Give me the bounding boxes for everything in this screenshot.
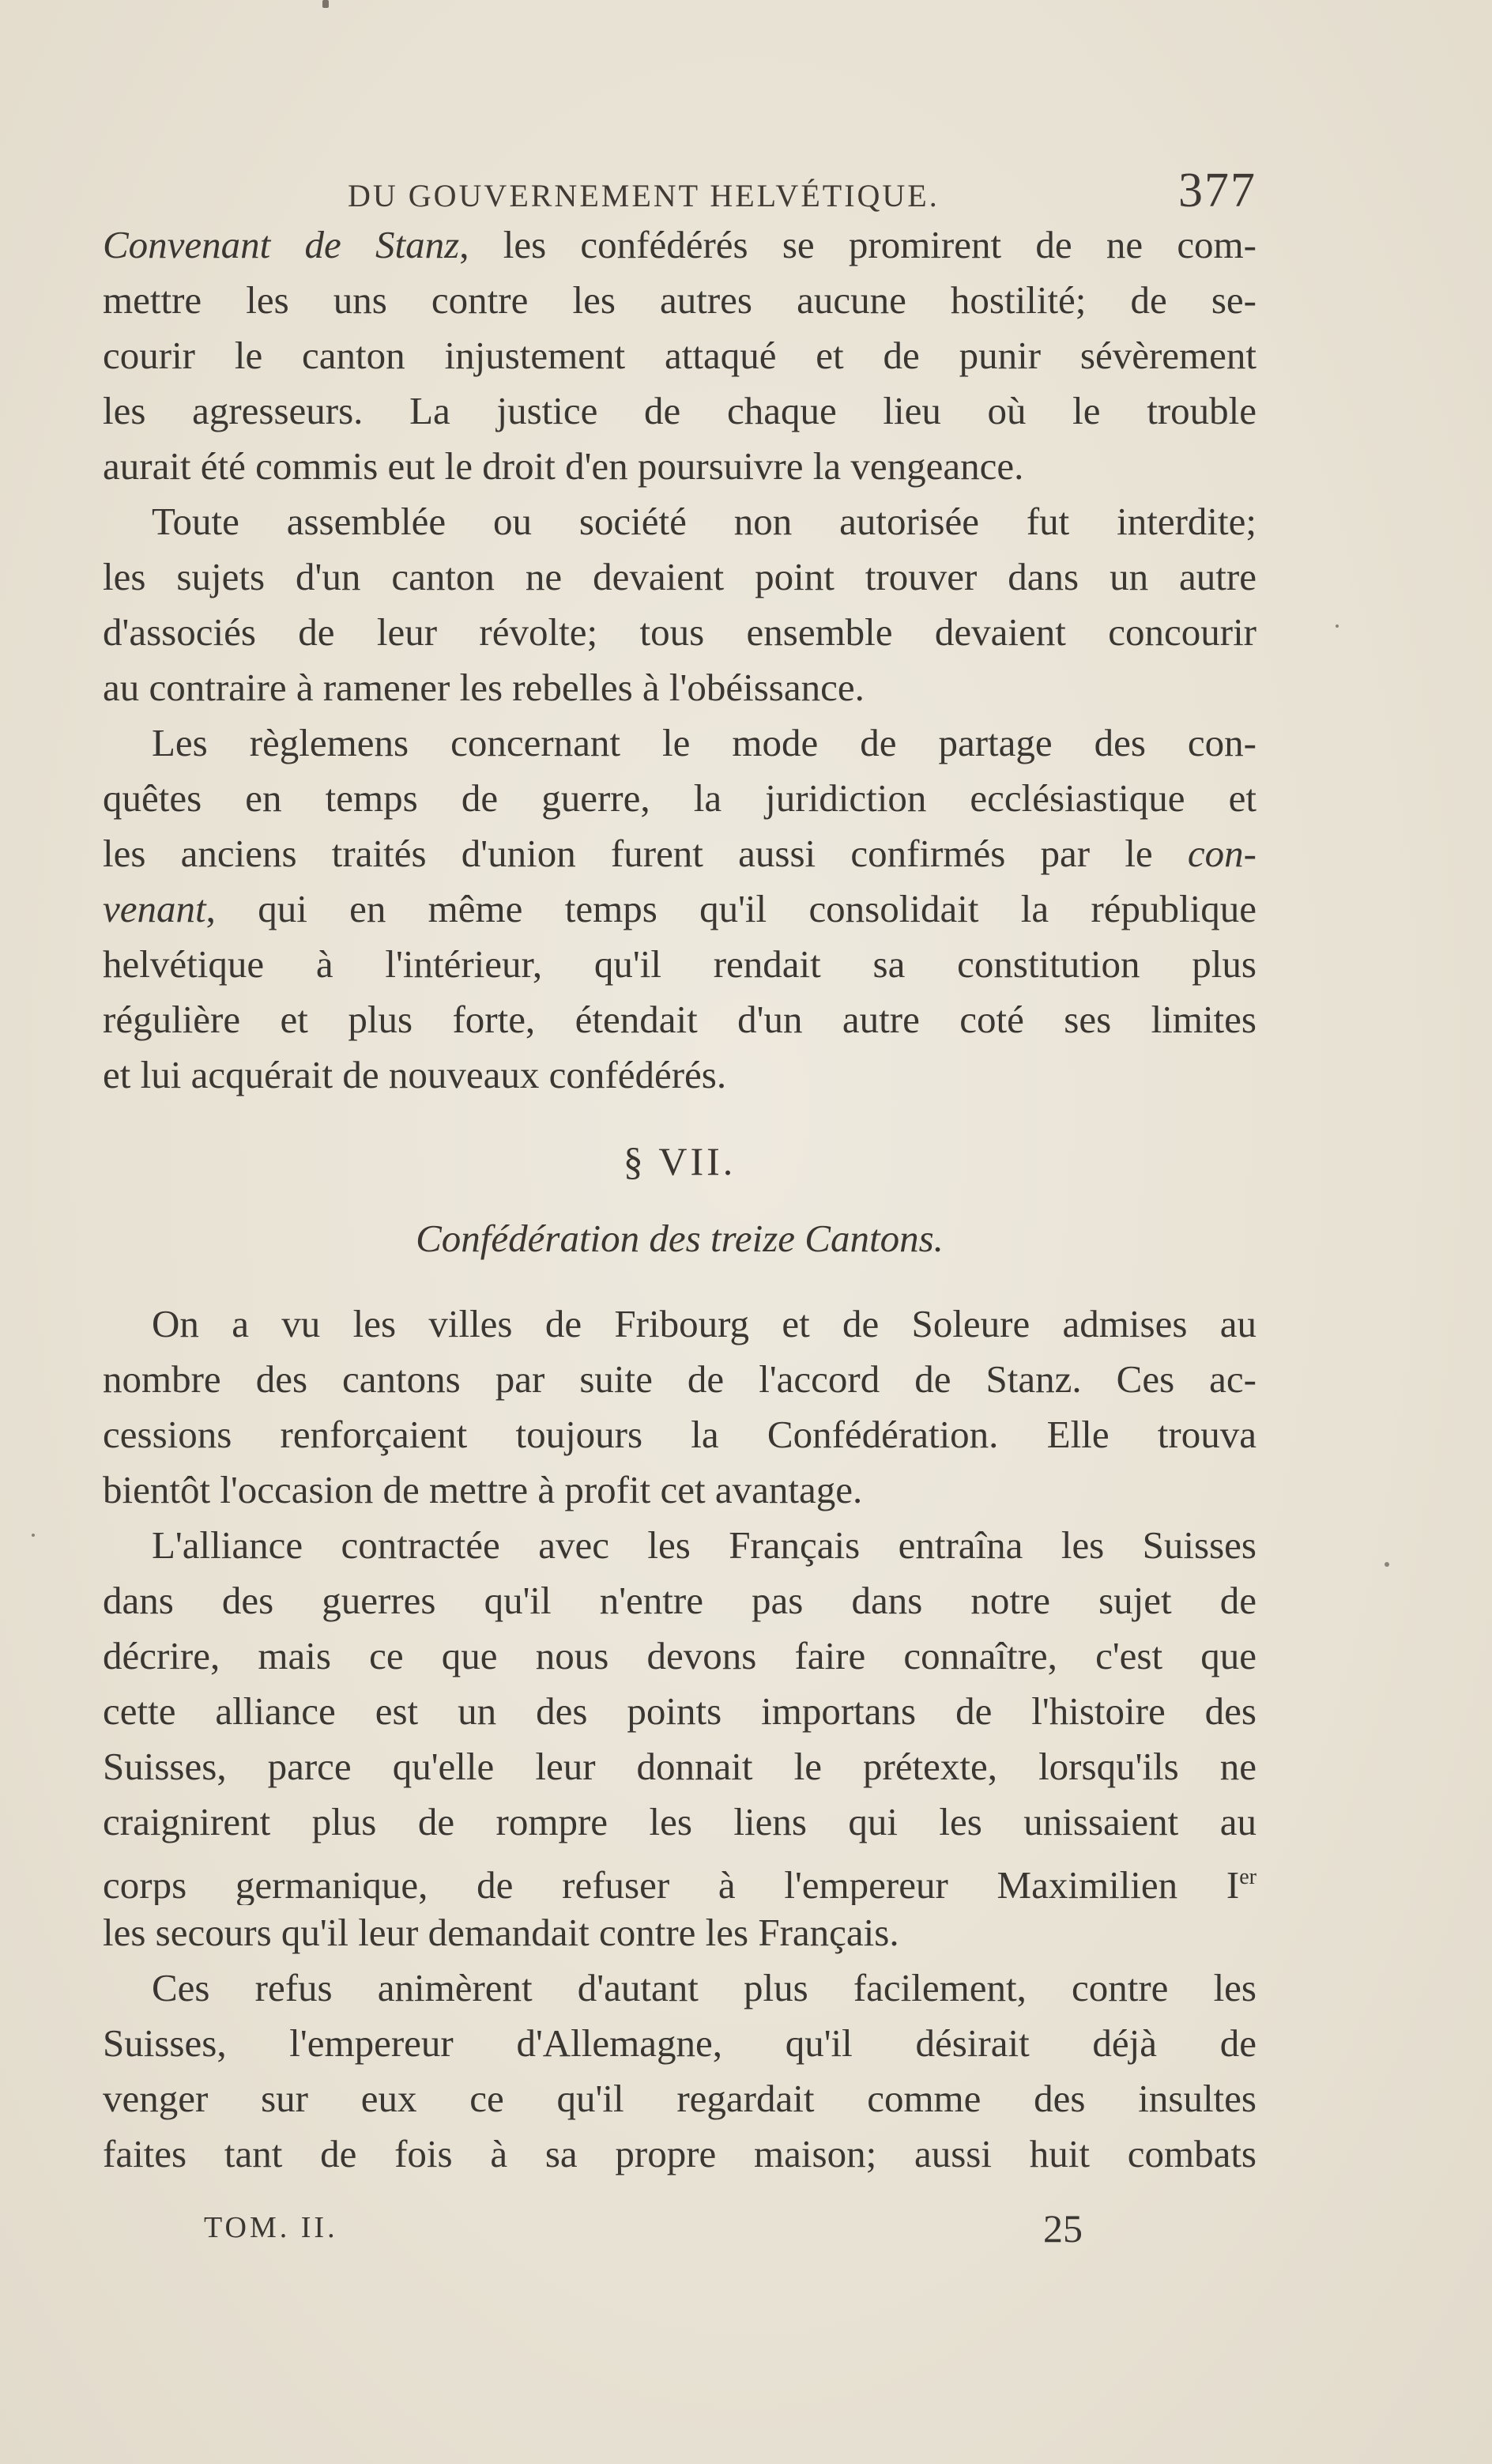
text-line xyxy=(103,1352,1257,1407)
italic-text: venant xyxy=(103,887,206,930)
text-line xyxy=(103,383,1257,439)
text-line xyxy=(103,494,1257,549)
volume-label: TOM. II. xyxy=(204,2211,338,2244)
page-footer xyxy=(103,2206,1257,2253)
signature-mark: 25 xyxy=(1043,2206,1083,2251)
superscript-text: er xyxy=(1239,1865,1257,1889)
text-run: les secours qu'il leur demandait contre les Français. xyxy=(103,1911,899,1954)
text-line xyxy=(103,439,1257,494)
text-line xyxy=(103,715,1257,771)
text-line xyxy=(103,881,1257,937)
text-line xyxy=(103,1573,1257,1628)
text-line xyxy=(103,2071,1257,2126)
text-line xyxy=(103,1047,1257,1103)
paragraph xyxy=(103,494,1257,715)
text-line xyxy=(103,549,1257,605)
text-run: L'alliance contractée avec les Français entraîna les Suisses xyxy=(152,1523,1257,1567)
text-run: craignirent plus de rompre les liens qui les unissaient au xyxy=(103,1800,1257,1843)
text-run: aurait été commis eut le droit d'en poursuivre la vengeance. xyxy=(103,444,1024,488)
text-line xyxy=(103,771,1257,826)
italic-text: Convenant de Stanz xyxy=(103,223,460,266)
text-line xyxy=(103,826,1257,881)
section-mark: § VII. xyxy=(623,1139,737,1183)
paper-fleck xyxy=(1385,1562,1389,1567)
text-run: les anciens traités d'union furent aussi confirmés par le xyxy=(103,832,1188,875)
text-run: dans des guerres qu'il n'entre pas dans notre sujet de xyxy=(103,1579,1257,1622)
text-line xyxy=(103,1296,1257,1352)
text-run: les agresseurs. La justice de chaque lieu où le trouble xyxy=(103,389,1257,432)
text-line xyxy=(103,217,1257,273)
text-line xyxy=(103,992,1257,1047)
body-text-bottom xyxy=(103,1296,1257,2182)
text-line xyxy=(103,2016,1257,2071)
text-run: et lui acquérait de nouveaux confédérés. xyxy=(103,1053,727,1096)
text-run: bientôt l'occasion de mettre à profit cet avantage. xyxy=(103,1468,863,1511)
section-title: Confédération des treize Cantons. xyxy=(416,1217,944,1260)
text-line xyxy=(103,1739,1257,1794)
text-run: au contraire à ramener les rebelles à l'obéissance. xyxy=(103,666,865,709)
text-line xyxy=(103,937,1257,992)
text-run: Les règlemens concernant le mode de partage des con- xyxy=(152,721,1257,764)
text-line xyxy=(103,660,1257,715)
paragraph xyxy=(103,217,1257,494)
text-run: Suisses, parce qu'elle leur donnait le prétexte, lorsqu'ils ne xyxy=(103,1745,1257,1788)
text-run: On a vu les villes de Fribourg et de Soleure admises au xyxy=(152,1302,1257,1345)
text-line xyxy=(103,1684,1257,1739)
text-run: corps germanique, de refuser à l'empereur Maximilien I xyxy=(103,1863,1240,1905)
paper-fleck xyxy=(32,1534,35,1537)
text-run: courir le canton injustement attaqué et de punir sévèrement xyxy=(103,334,1257,377)
text-line xyxy=(103,1628,1257,1684)
paper-fleck xyxy=(1336,624,1339,628)
text-line xyxy=(103,1462,1257,1518)
paragraph xyxy=(103,715,1257,1103)
running-head xyxy=(103,163,1257,218)
paragraph xyxy=(103,1960,1257,2182)
text-run: , les confédérés se promirent de ne com- xyxy=(459,223,1257,266)
text-line xyxy=(103,1518,1257,1573)
text-line xyxy=(103,1960,1257,2016)
text-line xyxy=(103,1850,1257,1905)
text-run: cessions renforçaient toujours la Confédération. Elle trouva xyxy=(103,1413,1257,1456)
text-run: mettre les uns contre les autres aucune hostilité; de se- xyxy=(103,278,1257,322)
text-line xyxy=(103,328,1257,383)
text-line xyxy=(103,605,1257,660)
text-run: quêtes en temps de guerre, la juridiction ecclésiastique et xyxy=(103,776,1257,820)
text-line xyxy=(103,1794,1257,1850)
text-run: helvétique à l'intérieur, qu'il rendait sa constitution plus xyxy=(103,942,1257,986)
text-run: faites tant de fois à sa propre maison; aussi huit combats xyxy=(103,2132,1257,2175)
text-run: nombre des cantons par suite de l'accord de Stanz. Ces ac- xyxy=(103,1357,1257,1401)
text-run: venger sur eux ce qu'il regardait comme des insultes xyxy=(103,2077,1257,2120)
text-run: décrire, mais ce que nous devons faire connaître, c'est que xyxy=(103,1634,1257,1677)
text-run: les sujets d'un canton ne devaient point trouver dans un autre xyxy=(103,555,1257,598)
text-line xyxy=(103,2126,1257,2182)
text-run: Suisses, l'empereur d'Allemagne, qu'il désirait déjà de xyxy=(103,2021,1257,2065)
running-title: DU GOUVERNEMENT HELVÉTIQUE. xyxy=(348,178,940,213)
text-run: , qui en même temps qu'il consolidait la république xyxy=(205,887,1257,930)
paragraph xyxy=(103,1518,1257,1960)
page-number: 377 xyxy=(1178,164,1257,217)
text-run: d'associés de leur révolte; tous ensemble devaient concourir xyxy=(103,610,1257,654)
body-text-top xyxy=(103,217,1257,1103)
text-line xyxy=(103,273,1257,328)
text-line xyxy=(103,1407,1257,1462)
text-run: régulière et plus forte, étendait d'un autre coté ses limites xyxy=(103,998,1257,1041)
text-line xyxy=(103,1905,1257,1960)
italic-text: con- xyxy=(1187,832,1257,875)
text-run: Ces refus animèrent d'autant plus facilement, contre les xyxy=(152,1966,1257,2009)
paragraph xyxy=(103,1296,1257,1518)
text-run: cette alliance est un des points importans de l'histoire des xyxy=(103,1689,1257,1733)
page-edge-mark xyxy=(322,0,329,8)
text-run: Toute assemblée ou société non autorisée fut interdite; xyxy=(152,500,1257,543)
